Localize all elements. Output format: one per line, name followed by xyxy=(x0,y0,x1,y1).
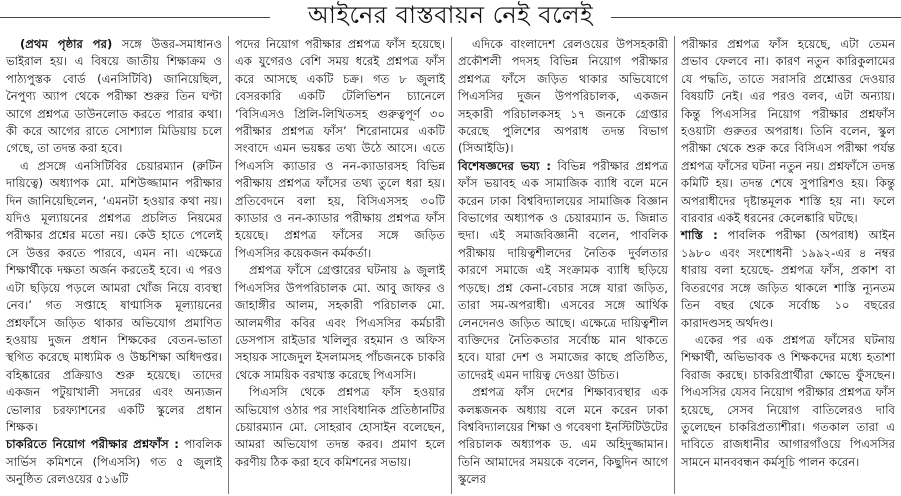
headline: আইনের বাস্তবায়ন নেই বলেই xyxy=(298,0,603,37)
paragraph-text: পাবলিক সার্ভিস কমিশনে (পিএসসি) গত ৫ জুলাই অনুষ্ঠিত রেলওয়ের ৫১৬টি xyxy=(6,437,223,487)
paragraph xyxy=(235,262,445,384)
paragraph-text: প্রশ্নপত্র ফাঁস দেশের শিক্ষাব্যবস্থার এক কলঙ্কজনক অধ্যায় বলে মনে করেন ঢাকা বিশ্ববিদ্যালয়ের শিক্ষা ও গবেষণা ইনস্টিটিউটের পরিচালক অধ্যাপক ড. এম অহিদুজ্জামান। তিনি আমাদের সময়কে বলেন, কিছুদিন আগে স্কুলের xyxy=(458,385,668,487)
paragraph xyxy=(6,436,222,488)
paragraph-text: পদের নিয়োগ পরীক্ষার প্রশ্নপত্র ফাঁস হয়েছে। এক যুগেরও বেশি সময় ধরেই প্রশ্নপত্র ফাঁস করে আসছে একটি চক্র। গত ৮ জুলাই বেসরকারি একটি টেলিভিশন চ্যানেলে ‘বিসিএসও প্রিলি-লিখিতসহ গুরুত্বপূর্ণ ৩০ পরীক্ষার প্রশ্নপত্র ফাঁস’ শিরোনামের একটি সংবাদে এমন ভয়ঙ্কর তথ্য উঠে আসে। এতে পিএসসি ক্যাডার ও নন-ক্যাডারসহ বিভিন্ন পরীক্ষায় প্রশ্নপত্র ফাঁসের তথ্য তুলে ধরা হয়। প্রতিবেদনে বলা হয়, বিসিএসসহ ৩০টি ক্যাডার ও নন-ক্যাডার পরীক্ষায় প্রশ্নপত্র ফাঁস হয়েছে। প্রশ্নপত্র ফাঁসের সঙ্গে জড়িত পিএসসির কয়েকজন কর্মকর্তা। xyxy=(235,37,445,260)
subheading: শাস্তি : xyxy=(681,228,718,243)
paragraph-text: এ প্রসঙ্গে এনসিটিবির চেয়ারম্যান (রুটিন দায়িত্বে) অধ্যাপক মো. মশিউজ্জামান পরীক্ষার দিন জানিয়েছিলেন, ‘এমনটা হওয়ার কথা নয়। যদিও মূল্যায়নের প্রশ্নপত্র প্রচলিত নিয়মের পরীক্ষার প্রশ্নের মতো নয়। কেউ হাতে পেলেই সে উত্তর করতে পারবে, এমন না। এক্ষেত্রে শিক্ষার্থীকে দক্ষতা অর্জন করতেই হবে। এ পরও এটা ছড়িয়ে পড়লে আমরা খোঁজ নিয়ে ব্যবস্থা নেব।’ গত সপ্তাহে ষাণ্মাসিক মূল্যায়নের প্রশ্নফাঁসে জড়িত থাকার অভিযোগ প্রমাণিত হওয়ায় দুজন প্রধান শিক্ষকের বেতন-ভাতা স্থগিত করেছে মাধ্যমিক ও উচ্চশিক্ষা অধিদপ্তর। বহিষ্কারের প্রক্রিয়াও শুরু হয়েছে। তাদের একজন পটুয়াখালী সদরের এবং অন্যজন ভোলার চরফ্যাশনের একটি স্কুলের প্রধান শিক্ষক। xyxy=(6,158,222,434)
column-1 xyxy=(0,36,228,494)
headline-rule-left xyxy=(0,17,270,18)
paragraph-text: একের পর এক প্রশ্নপত্র ফাঁসের ঘটনায় শিক্ষার্থী, অভিভাবক ও শিক্ষকদের মধ্যে হতাশা বিরাজ করছে। চাকরিপ্রার্থীরা ক্ষোভে ফুঁসছেন। পিএসসির যেসব নিয়োগ পরীক্ষার প্রশ্নপত্র ফাঁস হয়েছে, সেসব নিয়োগ বাতিলেরও দাবি তুলেছেন চাকরিপ্রত্যাশীরা। গতকাল তারা এ দাবিতে রাজধানীর আগারগাঁওয়ে পিএসসির সামনে মানববন্ধন কর্মসূচি পালন করেন। xyxy=(681,332,895,469)
paragraph xyxy=(681,332,895,471)
headline-rule-right xyxy=(611,17,901,18)
paragraph xyxy=(235,384,445,471)
paragraph-text: বিভিন্ন পরীক্ষার প্রশ্নপত্র ফাঁস ভয়াবহ এক সামাজিক ব্যাধি বলে মনে করেন ঢাকা বিশ্ববিদ্যালয়ের সামাজিক বিজ্ঞান বিভাগের অধ্যাপক ও চেয়ারম্যান ড. জিন্নাত হুদা। এই সমাজবিজ্ঞানী বলেন, পাবলিক পরীক্ষায় দায়িত্বশীলদের নৈতিক দুর্বলতার কারণে সমাজে এই সংক্রামক ব্যাধি ছড়িয়ে পড়ছে। প্রশ্ন কেনা-বেচার সঙ্গে যারা জড়িত, তারা সম-অপরাধী। এসবের সঙ্গে আর্থিক লেনদেনও জড়িত আছে। এক্ষেত্রে দায়িত্বশীল ব্যক্তিদের নৈতিকতার সর্বোচ্চ মান থাকতে হবে। যারা দেশ ও সমাজের কাছে প্রতিষ্ঠিত, তাদেরই এমন দায়িত্ব দেওয়া উচিত। xyxy=(458,158,668,382)
paragraph-text: এদিকে বাংলাদেশ রেলওয়ের উপসহকারী প্রকৌশলী পদসহ বিভিন্ন নিয়োগ পরীক্ষার প্রশ্নপত্র ফাঁসে জড়িত থাকার অভিযোগে পিএসসির দুজন উপপরিচালক, একজন সহকারী পরিচালকসহ ১৭ জনকে গ্রেপ্তার করেছে পুলিশের অপরাধ তদন্ত বিভাগ (সিআইডি)। xyxy=(458,37,668,156)
paragraph-lead: (প্রথম পৃষ্ঠার পর) xyxy=(20,37,113,51)
article-columns xyxy=(0,36,901,494)
paragraph-text: পাবলিক পরীক্ষা (অপরাধ) আইন ১৯৮০ এবং সংশোধনী ১৯৯২-এর ৪ নম্বর ধারায় বলা হয়েছে- প্রশ্নপত্র ফাঁস, প্রকাশ বা বিতরণের সঙ্গে জড়িত থাকলে শাস্তি ন্যূনতম তিন বছর থেকে সর্বোচ্চ ১০ বছরের কারাদণ্ডসহ অর্থদণ্ড। xyxy=(681,228,895,330)
paragraph xyxy=(681,227,895,331)
paragraph-text: প্রশ্নপত্র ফাঁসে গ্রেপ্তারের ঘটনায় ৯ জুলাই পিএসসির উপপরিচালক মো. আবু জাফর ও জাহাঙ্গীর আলম, সহকারী পরিচালক মো. আলমগীর কবির এবং পিএসসির কর্মচারী ডেসপাস রাইডার খলিলুর রহমান ও অফিস সহায়ক সাজেদুল ইসলামসহ পাঁচজনকে চাকরি থেকে সাময়িক বরখাস্ত করেছে পিএসসি। xyxy=(235,263,445,382)
paragraph-text: পিএসসি থেকে প্রশ্নপত্র ফাঁস হওয়ার অভিযোগ ওঠার পর সাংবিধানিক প্রতিষ্ঠানটির চেয়ারম্যান মো. সোহরাব হোসাইন বলেছেন, আমরা অভিযোগ তদন্ত করব। প্রমাণ হলে করণীয় ঠিক করা হবে কমিশনের সভায়। xyxy=(235,385,445,469)
column-2 xyxy=(228,36,451,494)
paragraph xyxy=(235,36,445,262)
column-3 xyxy=(451,36,674,494)
column-4 xyxy=(674,36,901,494)
paragraph xyxy=(458,158,668,384)
paragraph xyxy=(6,158,222,437)
subheading: চাকরিতে নিয়োগ পরীক্ষার প্রশ্নফাঁস : xyxy=(6,437,179,452)
paragraph xyxy=(458,36,668,158)
paragraph xyxy=(6,36,222,158)
headline-bar xyxy=(0,0,901,34)
paragraph xyxy=(458,384,668,488)
paragraph-text: সঙ্গে উত্তর-সমাধানও ভাইরাল হয়। এ বিষয়ে জাতীয় শিক্ষাক্রম ও পাঠ্যপুস্তক বোর্ড (এনসিটিবি) জানিয়েছিল, নৈপুণ্য অ্যাপ থেকে পরীক্ষা শুরুর তিন ঘণ্টা আগে প্রশ্নপত্র ডাউনলোড করতে পারার কথা। কী করে আগের রাতে সোশ্যাল মিডিয়ায় চলে গেছে, তা তদন্ত করা হবে। xyxy=(6,37,222,156)
paragraph xyxy=(681,36,895,227)
paragraph-text: পরীক্ষার প্রশ্নপত্র ফাঁস হয়েছে, এটা তেমন প্রভাব ফেলবে না। কারণ নতুন কারিকুলামের যে পদ্ধতি, তাতে সরাসরি প্রশ্নোত্তর দেওয়ার বিষয়টি নেই। এর পরও বলব, এটা অন্যায়। কিন্তু পিএসসির নিয়োগ পরীক্ষার প্রশ্নফাঁস হওয়াটা গুরুতর অপরাধ। তিনি বলেন, স্কুল পরীক্ষা থেকে শুরু করে বিসিএস পরীক্ষা পর্যন্ত প্রশ্নপত্র ফাঁসের ঘটনা নতুন নয়। প্রশ্নফাঁসে তদন্ত কমিটি হয়। তদন্ত শেষে সুপারিশও হয়। কিন্তু অপরাধীদের দৃষ্টান্তমূলক শাস্তি হয় না। ফলে বারবার একই ধরনের কেলেঙ্কারি ঘটছে। xyxy=(681,37,895,226)
subheading: বিশেষজ্ঞদের ভয্য : xyxy=(458,158,551,173)
